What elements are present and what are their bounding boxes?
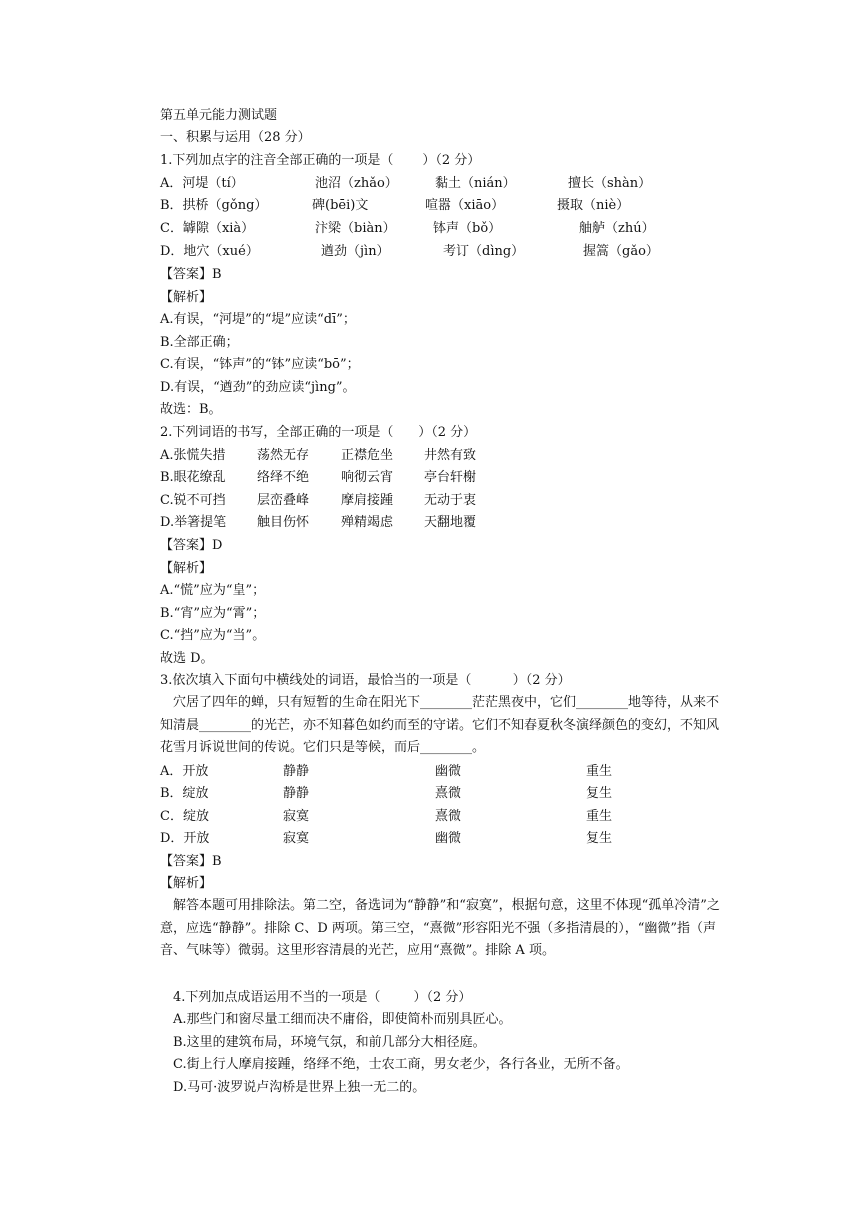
- option-cell: 层峦叠峰: [257, 493, 310, 508]
- option-cell: C.锐不可挡: [160, 493, 226, 508]
- question-2-option-b: [160, 468, 760, 490]
- option-cell: 亭台轩榭: [424, 470, 477, 485]
- option-cell: 熹微: [435, 809, 462, 824]
- question-2-answer: 【答案】D: [160, 538, 223, 553]
- question-2-option-a: [160, 446, 760, 468]
- page-title: 第五单元能力测试题: [160, 108, 278, 123]
- option-cell: 考订（dìng）: [443, 244, 525, 259]
- question-1-option-b: [160, 196, 760, 218]
- option-cell: 荡然无存: [257, 448, 310, 463]
- question-2-option-d: [160, 513, 760, 535]
- question-1-option-a: [160, 174, 760, 196]
- option-cell: A.张慌失措: [160, 448, 226, 463]
- question-1-analysis-label: 【解析】: [160, 290, 213, 305]
- question-1-option-d: [160, 242, 760, 264]
- question-2-stem: 2.下列词语的书写，全部正确的一项是（ ）（2 分）: [160, 425, 477, 440]
- option-cell: B．拱桥（gǒng）: [160, 198, 268, 213]
- option-cell: A．开放: [160, 764, 209, 779]
- option-cell: 汴梁（biàn）: [315, 221, 396, 236]
- question-1-analysis-line: D.有误，“遒劲”的劲应读“jìng”。: [160, 380, 356, 395]
- question-3-option-d: [160, 829, 760, 851]
- question-2-analysis-line: B.“宵”应为“霄”；: [160, 606, 266, 621]
- option-cell: 井然有致: [424, 448, 477, 463]
- question-3-option-a: [160, 762, 760, 784]
- question-4-option-a: A.那些门和窗尽量工细而决不庸俗，即使简朴而别具匠心。: [173, 1012, 512, 1027]
- option-cell: 响彻云宵: [341, 470, 394, 485]
- option-cell: B.眼花缭乱: [160, 470, 226, 485]
- option-cell: 寂寞: [283, 809, 310, 824]
- question-3-stem: 3.依次填入下面句中横线处的词语，最恰当的一项是（ ）（2 分）: [160, 673, 571, 688]
- question-4-option-d: D.马可·波罗说卢沟桥是世界上独一无二的。: [173, 1080, 426, 1095]
- option-cell: 复生: [586, 786, 613, 801]
- option-cell: A．河堤（tí）: [160, 176, 244, 191]
- question-2-analysis-label: 【解析】: [160, 561, 213, 576]
- question-1-option-c: [160, 219, 760, 241]
- option-cell: 重生: [586, 764, 613, 779]
- option-cell: 遒劲（jìn）: [321, 244, 390, 259]
- question-2-analysis-line: 故选 D。: [160, 651, 214, 666]
- question-3-analysis-label: 【解析】: [160, 876, 213, 891]
- question-4-stem: 4.下列加点成语运用不当的一项是（ ）（2 分）: [173, 990, 472, 1005]
- option-cell: 触目伤怀: [257, 515, 310, 530]
- question-1-analysis-line: B.全部正确；: [160, 335, 239, 350]
- question-2-option-c: [160, 491, 760, 513]
- option-cell: 黏土（nián）: [435, 176, 516, 191]
- question-1-analysis-line: C.有误，“钵声”的“钵”应读“bō”；: [160, 357, 360, 372]
- option-cell: 碑(bēi)文: [312, 198, 369, 213]
- question-2-analysis-line: C.“挡”应为“当”。: [160, 628, 266, 643]
- option-cell: 舳舻（zhú）: [579, 221, 655, 236]
- option-cell: 正襟危坐: [341, 448, 394, 463]
- option-cell: 钵声（bǒ）: [433, 221, 502, 236]
- option-cell: 络绎不绝: [257, 470, 310, 485]
- option-cell: 喧嚣（xiāo）: [425, 198, 505, 213]
- question-3-analysis: 解答本题可用排除法。第二空，备选词为“静静”和“寂寞”，根据句意，这里不体现“孤单冷清”之意，应选“静静”。排除 C、D 两项。第三空，“熹微”形容阳光不强（多指清晨的），“幽微”指（声音、气味等）微弱。这里形容清晨的光芒，应用“熹微”。排除 A 项。: [160, 898, 720, 959]
- question-4-option-b: B.这里的建筑布局，环境气氛，和前几部分大相径庭。: [173, 1035, 486, 1050]
- option-cell: 寂寞: [283, 831, 310, 846]
- question-1-stem: 1.下列加点字的注音全部正确的一项是（ ）（2 分）: [160, 153, 481, 168]
- option-cell: 摄取（niè）: [557, 198, 630, 213]
- option-cell: 重生: [586, 809, 613, 824]
- option-cell: 天翻地覆: [424, 515, 477, 530]
- option-cell: 熹微: [435, 786, 462, 801]
- option-cell: 复生: [586, 831, 613, 846]
- option-cell: 静静: [283, 764, 310, 779]
- option-cell: 殚精竭虑: [341, 515, 394, 530]
- option-cell: 幽微: [435, 831, 462, 846]
- question-3-option-c: [160, 807, 760, 829]
- option-cell: 无动于衷: [424, 493, 477, 508]
- option-cell: D.举箸提笔: [160, 515, 227, 530]
- option-cell: C．绽放: [160, 809, 209, 824]
- option-cell: 擅长（shàn）: [568, 176, 652, 191]
- option-cell: B．绽放: [160, 786, 209, 801]
- option-cell: 摩肩接踵: [341, 493, 394, 508]
- option-cell: D．开放: [160, 831, 210, 846]
- option-cell: D．地穴（xué）: [160, 244, 259, 259]
- question-3-answer: 【答案】B: [160, 854, 222, 869]
- option-cell: 池沼（zhǎo）: [315, 176, 398, 191]
- option-cell: 幽微: [435, 764, 462, 779]
- section-heading: 一、积累与运用（28 分）: [160, 130, 311, 145]
- question-3-option-b: [160, 784, 760, 806]
- question-4-option-c: C.街上行人摩肩接踵，络绎不绝，士农工商，男女老少，各行各业，无所不备。: [173, 1057, 629, 1072]
- question-2-analysis-line: A.“慌”应为“皇”；: [160, 583, 266, 598]
- option-cell: C．罅隙（xià）: [160, 221, 255, 236]
- option-cell: 握篙（gǎo）: [583, 244, 659, 259]
- option-cell: 静静: [283, 786, 310, 801]
- question-1-analysis-line: 故选：B。: [160, 402, 222, 417]
- question-3-passage: 穴居了四年的蝉，只有短暂的生命在阳光下________茫茫黑夜中，它们________地等待，从来不知清晨________的光芒，亦不知暮色如约而至的守诺。它们不知春夏秋冬演绎颜色的变幻，不知风花雪月诉说世间的传说。它们只是等候，而后________。: [160, 695, 720, 756]
- question-1-answer: 【答案】B: [160, 267, 222, 282]
- question-1-analysis-line: A.有误，“河堤”的“堤”应读“dī”；: [160, 312, 356, 327]
